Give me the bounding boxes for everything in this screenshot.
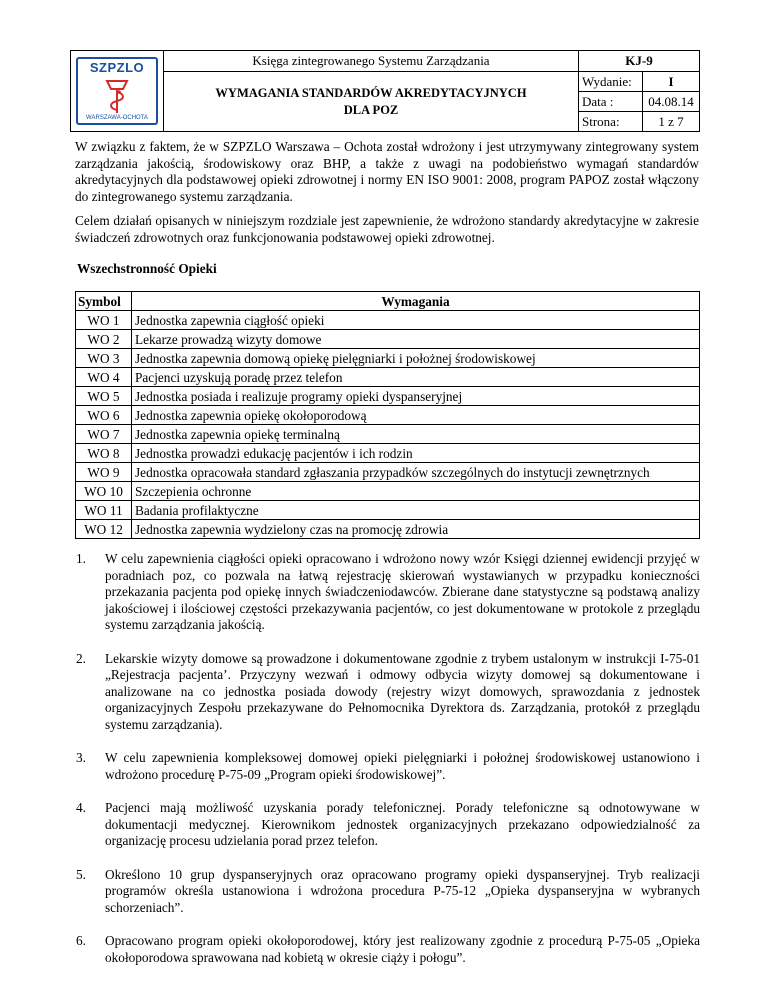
table-row xyxy=(76,311,700,330)
findings-list xyxy=(76,551,700,983)
table-row xyxy=(76,482,700,501)
list-item xyxy=(76,551,700,634)
document-header xyxy=(70,50,700,132)
row-requirement: Badania profilaktyczne xyxy=(132,501,700,520)
row-symbol: WO 10 xyxy=(76,482,132,501)
intro-paragraph-1: W związku z faktem, że w SZPZLO Warszawa – Ochota został wdrożony i jest utrzymywany zintegrowany system zarządzania jakością, środowiskowy oraz BHP, a także z uwagi na podobieństwo wymagań standardów akredytacyjnych dla podstawowej opieki zdrowotnej i normy EN ISO 9001: 2008, program PAPOZ został włączony do zintegrowanego systemu zarządzania. xyxy=(75,139,699,204)
row-requirement: Jednostka zapewnia opiekę terminalną xyxy=(132,425,700,444)
page-label: Strona: xyxy=(579,112,643,132)
table-row xyxy=(76,330,700,349)
date-value: 04.08.14 xyxy=(643,92,700,112)
table-row xyxy=(76,501,700,520)
item-number: 1. xyxy=(76,551,86,566)
logo-text: SZPZLO xyxy=(89,60,145,75)
table-row xyxy=(76,425,700,444)
row-symbol: WO 2 xyxy=(76,330,132,349)
row-requirement: Jednostka zapewnia opiekę okołoporodową xyxy=(132,406,700,425)
list-item xyxy=(76,800,700,850)
book-title: Księga zintegrowanego Systemu Zarządzania xyxy=(164,51,579,72)
item-number: 3. xyxy=(76,750,86,765)
caduceus-icon xyxy=(97,75,137,115)
item-text: W celu zapewnienia ciągłości opieki opracowano i wdrożono nowy wzór Księgi dziennej ewidencji przyjęć w poradniach poz, co pozwala na łatwą rejestrację skierowań wystawianych w przypadku konieczności przekazania pacjenta pod opiekę innych świadczeniodawców. Zbierane dane statystyczne są podstawą analizy jakościowej i ilościowej częstości przekazywania pacjentów, co jest dokumentowane w protokole z przeglądu systemu zarządzania jakością. xyxy=(105,551,700,632)
table-row xyxy=(76,520,700,539)
item-number: 5. xyxy=(76,866,86,882)
table-row xyxy=(76,349,700,368)
logo-subtext: WARSZAWA-OCHOTA xyxy=(86,115,148,121)
item-text: Określono 10 grup dyspanseryjnych oraz opracowano programy opieki dyspanseryjnej. Tryb realizacji programów określa ustanowiona i wdrożona procedura P-75-12 „Opieka dyspanseryjna w wybranych schorzeniach”. xyxy=(105,866,700,915)
table-row xyxy=(76,387,700,406)
item-text: Pacjenci mają możliwość uzyskania porady telefonicznej. Porady telefoniczne są odnotowywane w dokumentacji medycznej. Kierownikom jednostek organizacyjnych przekazano odpowiedzialność za organizację procesu udzielania porad przez telefon. xyxy=(105,800,700,848)
item-number: 4. xyxy=(76,800,86,815)
row-requirement: Jednostka opracowała standard zgłaszania przypadków szczególnych do instytucji zewnętrznych xyxy=(132,463,700,482)
row-symbol: WO 9 xyxy=(76,463,132,482)
edition-value: I xyxy=(643,72,700,92)
item-number: 2. xyxy=(76,650,86,666)
item-text: W celu zapewnienia kompleksowej domowej opieki pielęgniarki i położnej środowiskowej ustanowiono i wdrożono procedurę P-75-09 „Program opieki środowiskowej”. xyxy=(105,750,700,782)
page-value: 1 z 7 xyxy=(643,112,700,132)
list-item xyxy=(76,867,700,917)
row-requirement: Jednostka posiada i realizuje programy opieki dyspanseryjnej xyxy=(132,387,700,406)
row-requirement: Lekarze prowadzą wizyty domowe xyxy=(132,330,700,349)
row-requirement: Jednostka prowadzi edukację pacjentów i ich rodzin xyxy=(132,444,700,463)
row-symbol: WO 3 xyxy=(76,349,132,368)
row-symbol: WO 7 xyxy=(76,425,132,444)
row-requirement: Pacjenci uzyskują poradę przez telefon xyxy=(132,368,700,387)
symbol-column-header: Symbol xyxy=(76,292,132,311)
row-symbol: WO 11 xyxy=(76,501,132,520)
row-symbol: WO 1 xyxy=(76,311,132,330)
logo-cell xyxy=(71,51,164,132)
row-symbol: WO 4 xyxy=(76,368,132,387)
table-row xyxy=(76,444,700,463)
row-symbol: WO 8 xyxy=(76,444,132,463)
document-title-line-2: DLA POZ xyxy=(343,102,399,117)
requirements-column-header: Wymagania xyxy=(132,292,700,311)
section-title: Wszechstronność Opieki xyxy=(77,261,217,276)
list-item xyxy=(76,750,700,783)
document-title-line-1: WYMAGANIA STANDARDÓW AKREDYTACYJNYCH xyxy=(215,85,527,100)
list-item xyxy=(76,933,700,966)
table-row xyxy=(76,463,700,482)
row-requirement: Jednostka zapewnia wydzielony czas na promocję zdrowia xyxy=(132,520,700,539)
row-requirement: Jednostka zapewnia domową opiekę pielęgniarki i położnej środowiskowej xyxy=(132,349,700,368)
edition-label: Wydanie: xyxy=(579,72,643,92)
row-requirement: Jednostka zapewnia ciągłość opieki xyxy=(132,311,700,330)
table-row xyxy=(76,368,700,387)
date-label: Data : xyxy=(579,92,643,112)
document-code: KJ-9 xyxy=(579,51,700,72)
item-text: Opracowano program opieki okołoporodowej, który jest realizowany zgodnie z procedurą P-75-05 „Opieka okołoporodowa sprawowana nad kobietą w okresie ciąży i połogu”. xyxy=(105,933,700,965)
intro-paragraph-2: Celem działań opisanych w niniejszym rozdziale jest zapewnienie, że wdrożono standardy akredytacyjne w zakresie świadczeń zdrowotnych oraz funkcjonowania podstawowej opieki zdrowotnej. xyxy=(75,213,699,245)
row-symbol: WO 5 xyxy=(76,387,132,406)
requirements-table xyxy=(75,291,700,539)
row-requirement: Szczepienia ochronne xyxy=(132,482,700,501)
row-symbol: WO 6 xyxy=(76,406,132,425)
list-item xyxy=(76,651,700,734)
table-row xyxy=(76,406,700,425)
item-text: Lekarskie wizyty domowe są prowadzone i dokumentowane zgodnie z trybem ustalonym w instrukcji I-75-01 „Rejestracja pacjenta’. Przyczyny wezwań i odmowy odbycia wizyty domowej są dokumentowane i analizowane na co jednostka posiada dowody (rejestry wizyt domowych, sprawozdania z jednostek organizacyjnych Zespołu przekazywane do Pełnomocnika Dyrektora ds. Zarządzania, protokół z przeglądu systemu zarządzania). xyxy=(105,650,700,732)
row-symbol: WO 12 xyxy=(76,520,132,539)
item-number: 6. xyxy=(76,933,86,948)
document-title xyxy=(164,72,579,132)
szpzlo-logo xyxy=(76,57,158,125)
